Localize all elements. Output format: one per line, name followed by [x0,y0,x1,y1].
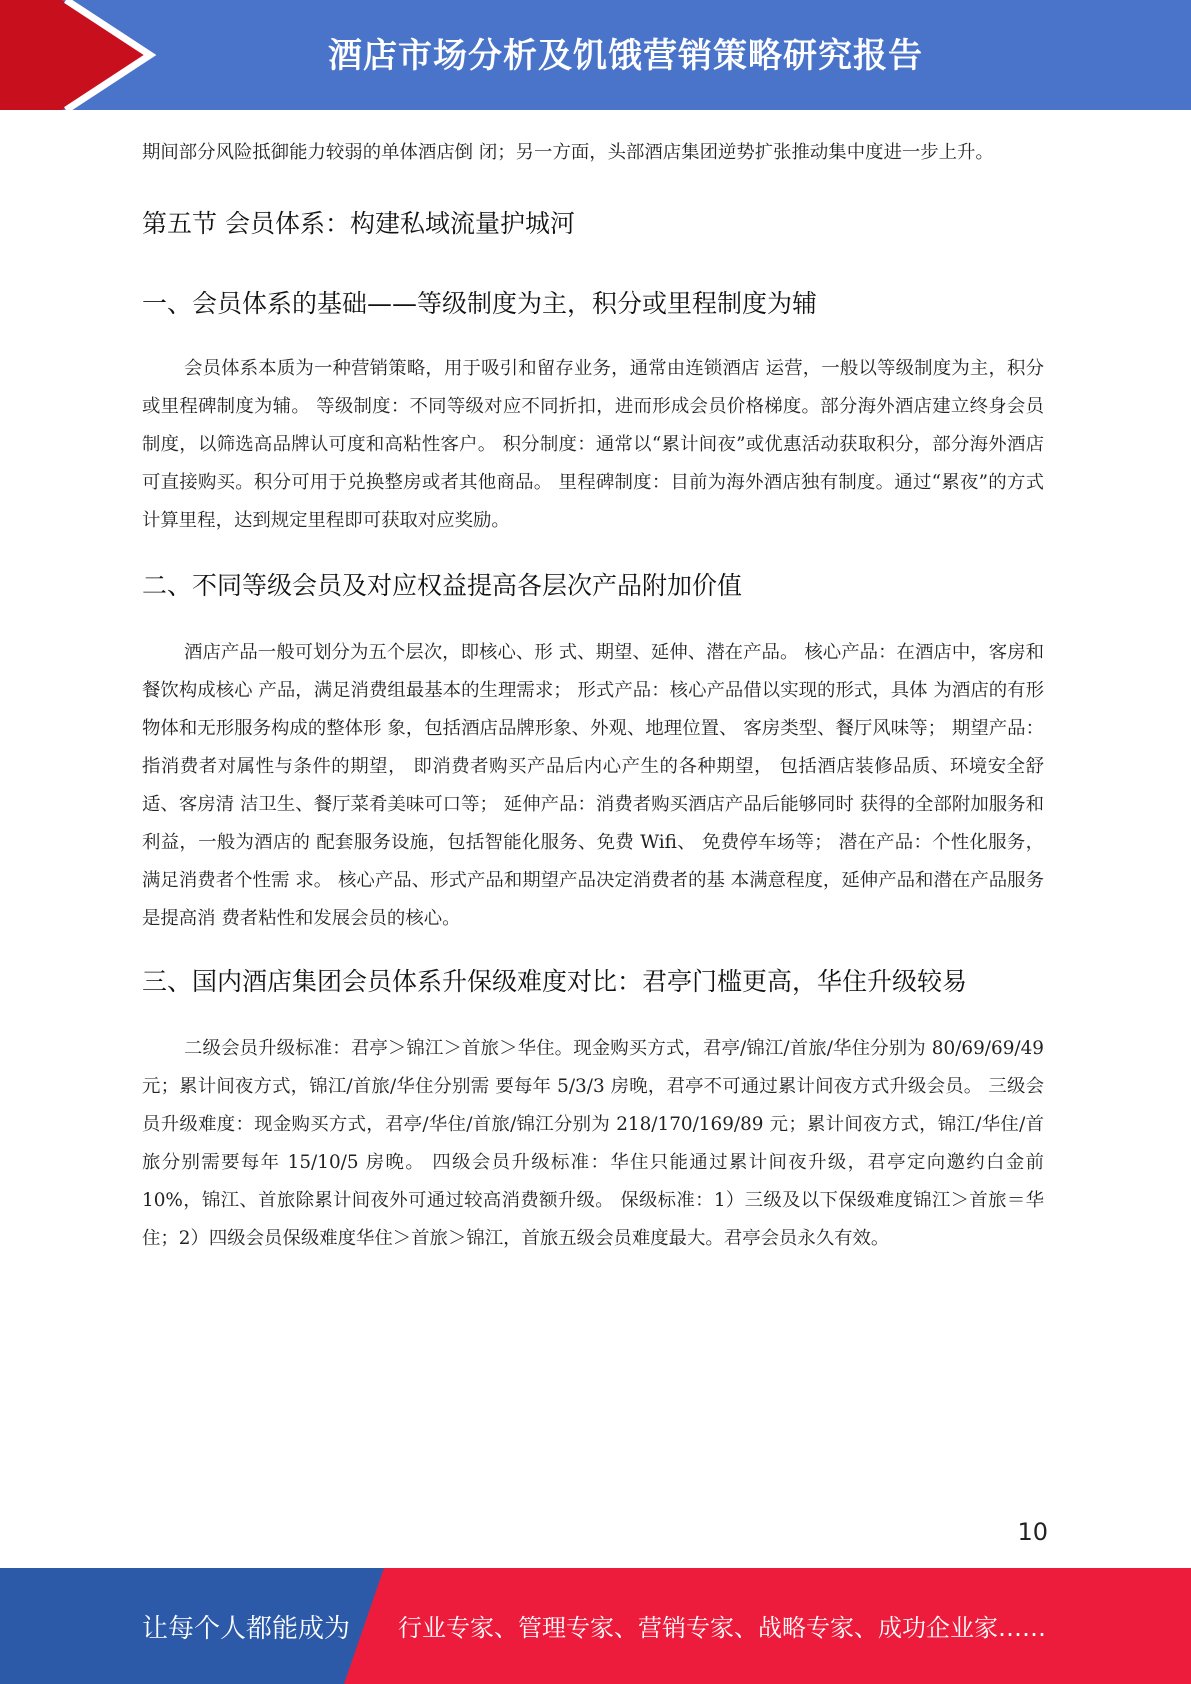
section-title: 第五节 会员体系：构建私域流量护城河 [142,209,575,238]
report-title: 酒店市场分析及饥饿营销策略研究报告 [328,36,923,76]
page-number: 10 [1017,1518,1048,1546]
subsection-3-title: 三、国内酒店集团会员体系升保级难度对比：君亭门槛更高，华住升级较易 [142,967,968,996]
intro-paragraph: 期间部分风险抵御能力较弱的单体酒店倒 闭；另一方面，头部酒店集团逆势扩张推动集中度进一步上升。 [142,142,994,163]
subsection-2-body: 酒店产品一般可划分为五个层次，即核心、形 式、期望、延伸、潜在产品。 核心产品：在酒店中，客房和餐饮构成核心 产品，满足消费组最基本的生理需求； 形式产品：核心产品借以实现的形式，具体 为酒店的有形物体和无形服务构成的整体形 象，包括酒店品牌形象、外观、地理位置、 客房类型、餐厅风味等； 期望产品：指消费者对属性与条件的期望， 即消费者购买产品后内心产生的各种期望， 包括酒店装修品质、环境安全舒适、客房清 洁卫生、餐厅菜肴美味可口等； 延伸产品：消费者购买酒店产品后能够同时 获得的全部附加服务和利益，一般为酒店的 配套服务设施，包括智能化服务、免费 Wifi、 免费停车场等； 潜在产品：个性化服务，满足消费者个性需 求。 核心产品、形式产品和期望产品决定消费者的基 本满意程度，延伸产品和潜在产品服务是提高消 费者粘性和发展会员的核心。 [142,642,1044,929]
subsection-1-title: 一、会员体系的基础——等级制度为主，积分或里程制度为辅 [142,289,818,318]
page-header [0,0,1191,110]
footer-slogan-left: 让每个人都能成为 [142,1614,351,1644]
subsection-1-body: 会员体系本质为一种营销策略，用于吸引和留存业务，通常由连锁酒店 运营，一般以等级制度为主，积分或里程碑制度为辅。 等级制度：不同等级对应不同折扣，进而形成会员价格梯度。部分海外酒店建立终身会员制度，以筛选高品牌认可度和高粘性客户。 积分制度：通常以“累计间夜”或优惠活动获取积分，部分海外酒店可直接购买。积分可用于兑换整房或者其他商品。 里程碑制度：目前为海外酒店独有制度。通过“累夜”的方式计算里程，达到规定里程即可获取对应奖励。 [142,358,1044,531]
subsection-2-title: 二、不同等级会员及对应权益提高各层次产品附加价值 [142,571,743,600]
subsection-3-body: 二级会员升级标准：君亭＞锦江＞首旅＞华住。现金购买方式，君亭/锦江/首旅/华住分别为 80/69/69/49 元；累计间夜方式，锦江/首旅/华住分别需 要每年 5/3/3 房晚，君亭不可通过累计间夜方式升级会员。 三级会员升级难度：现金购买方式，君亭/华住/首旅/锦江分别为 218/170/169/89 元；累计间夜方式，锦江/华住/首旅分别需要每年 15/10/5 房晚。 四级会员升级标准：华住只能通过累计间夜升级，君亭定向邀约白金前 10%，锦江、首旅除累计间夜外可通过较高消费额升级。 保级标准：1）三级及以下保级难度锦江＞首旅＝华住；2）四级会员保级难度华住＞首旅＞锦江，首旅五级会员难度最大。君亭会员永久有效。 [142,1038,1044,1249]
page-footer [0,1568,1191,1684]
footer-slogan-right: 行业专家、管理专家、营销专家、战略专家、成功企业家…… [398,1614,1046,1642]
page-content [142,134,1044,1258]
